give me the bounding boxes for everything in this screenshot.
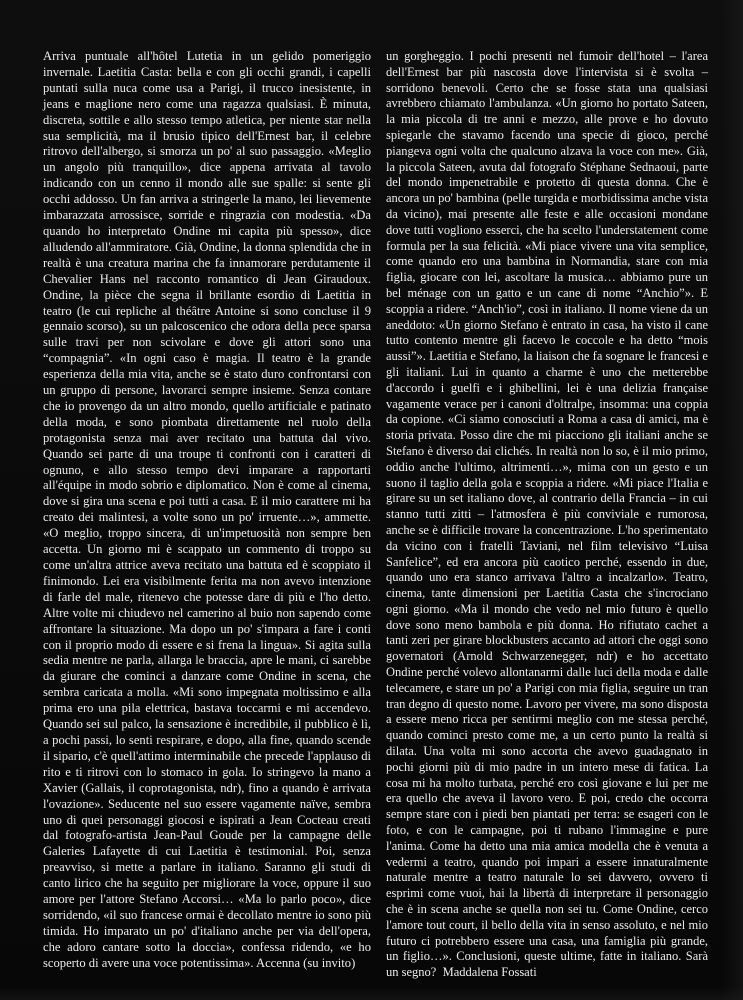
- article-column-left: [43, 49, 371, 972]
- article-text-right: [386, 49, 708, 981]
- page-bottom-shadow: [0, 986, 743, 1000]
- author-byline: Maddalena Fossati: [442, 965, 537, 980]
- page-edge-shadow: [721, 0, 743, 1000]
- article-text-left: Arriva puntuale all'hôtel Lutetia in un gelido pomeriggio invernale. Laetitia Casta: bella e con gli occhi grandi, i capelli puntati sulla nuca come usa a Parigi, il trucco inesistente, in jeans e maglione nero come una ragazza qualsiasi. È minuta, discreta, sottile e allo stesso tempo atletica, per niente star nella sua semplicità, ma il brusio tipico dell'Ernest bar, il celebre ritrovo dell'albergo, si smorza un po' al suo passaggio. «Meglio un angolo più tranquillo», dice appena arrivata al tavolo indicando con un cenno il mondo alle sue spalle: si sente gli occhi addosso. Un fan arriva a stringerle la mano, lei lievemente imbarazzata arrossisce, sorride e ringrazia con modestia. «Da quando ho interpretato Ondine mi capita più spesso», dice alludendo all'ammiratore. Già, Ondine, la donna splendida che in realtà è una creatura marina che fa innamorare perdutamente il Chevalier Hans nel racconto romantico di Jean Giraudoux. Ondine, la pièce che segna il brillante esordio di Laetitia in teatro (le cui repliche al théâtre Antoine si sono concluse il 9 gennaio scorso), su un palcoscenico che odora della pece sparsa sulle travi per non scivolare e dove gli attori sono una “compagnia”. «In ogni caso è magia. Il teatro è la grande esperienza della mia vita, anche se è stato duro confrontarsi con un gruppo di persone, lavorarci sempre insieme. Senza contare che io provengo da un altro mondo, quello artificiale e patinato della moda, e sono piombata direttamente nel ruolo della protagonista senza mai aver recitato una battuta dal vivo. Quando sei parte di una troupe ti confronti con i caratteri di ognuno, e allo stesso tempo devi imparare a rapportarti all'équipe in modo sobrio e diplomatico. Non è come al cinema, dove si gira una scena e poi tutti a casa. E il mio carattere mi ha creato dei malintesi, a volte sono un po' irruente…», ammette. «O meglio, troppo sincera, di un'impetuosità non sempre ben accetta. Un giorno mi è scappato un commento di troppo su come un'altra attrice aveva recitato una battuta ed è scoppiato il finimondo. Lei era visibilmente ferita ma non avevo intenzione di farle del male, ritenevo che potesse dare di più e l'ho detto. Altre volte mi chiudevo nel camerino al buio non sapendo come affrontare la situazione. Ma dopo un po' s'impara a fare i conti con il proprio modo di essere e si frena la lingua». Si agita sulla sedia mentre ne parla, allarga le braccia, apre le mani, ci sarebbe da giurare che cominci a danzare come Ondine in scena, che sembra caricata a molla. «Mi sono impegnata moltissimo e alla prima ero una pila elettrica, bastava toccarmi e mi accendevo. Quando sei sul palco, la sensazione è incredibile, il pubblico è lì, a pochi passi, lo senti respirare, e dopo, alla fine, quando scende il sipario, c'è quell'attimo interminabile che precede l'applauso di rito e ti ritrovi con lo stomaco in gola. Io stringevo la mano a Xavier (Gallais, il coprotagonista, ndr), fino a quando è arrivata l'ovazione». Seducente nel suo essere vagamente naïve, sembra uno di quei personaggi giocosi e ispirati a Jean Cocteau creati dal fotografo-artista Jean-Paul Goude per la campagne delle Galeries Lafayette di cui Laetitia è testimonial. Poi, senza preavviso, si mette a parlare in italiano. Saranno gli studi di canto lirico che ha seguito per migliorare la voce, oppure il suo amore per l'attore Stefano Accorsi… «Ma lo parlo poco», dice sorridendo, «il suo francese ormai è decollato mentre io sono più timida. Ho imparato un po' d'italiano anche per via dell'opera, che adoro cantare sotto la doccia», confessa ridendo, «e ho scoperto di avere una voce potentissima». Accenna (su invito): [43, 49, 371, 970]
- article-text-right-body: un gorgheggio. I pochi presenti nel fumoir dell'hotel – l'area dell'Ernest bar più nascosta dove l'intervista si è svolta – sorridono benevoli. Certo che se fosse stata una qualsiasi avrebbero chiamato l'ambulanza. «Un giorno ho portato Sateen, la mia piccola di tre anni e mezzo, alle prove e ho dovuto spiegarle che stavamo facendo una specie di gioco, perché piangeva ogni volta che qualcuno alzava la voce con me». Già, la piccola Sateen, avuta dal fotografo Stéphane Sednaoui, parte del mondo impenetrabile e protetto di questa donna. Che è ancora un po' bambina (pelle turgida e morbidissima anche vista da vicino), mai presente alle feste e alle occasioni mondane dove tutti vogliono esserci, che ha scelto l'understatement come formula per la sua felicità. «Mi piace vivere una vita semplice, come quando ero una bambina in Normandia, stare con mia figlia, giocare con lei, ascoltare la musica… abbiamo pure un bel ménage con un gatto e un cane di nome “Anchio”». E scoppia a ridere. “Anch'io”, così in italiano. Il nome viene da un aneddoto: «Un giorno Stefano è entrato in casa, ha visto il cane tutto contento mentre gli facevo le coccole e ha detto “mois aussi”». Laetitia e Stefano, la liaison che fa sognare le francesi e gli italiani. Lui in quanto a charme è uno che metterebbe d'accordo i guelfi e i ghibellini, lei è una delizia française vagamente verace per i canoni d'oltralpe, insomma: una coppia da copione. «Ci siamo conosciuti a Roma a casa di amici, ma è storia privata. Posso dire che mi piacciono gli italiani anche se Stefano è diverso dai clichés. In realtà non lo so, è il mio primo, oddio anche l'ultimo, altrimenti…», mima con un gesto e un suono il taglio della gola e scoppia a ridere. «Mi piace l'Italia e girare su un set italiano dove, al contrario della Francia – in cui stanno tutti zitti – l'atmosfera è più conviviale e rumorosa, anche se è difficile trovare la concentrazione. L'ho sperimentato da vicino con i fratelli Taviani, nel film televisivo “Luisa Sanfelice”, ed era ancora più caotico perché, essendo in due, quando uno era stanco arrivava l'altro a incalzarlo». Teatro, cinema, tante dimensioni per Laetitia Casta che s'incrociano ogni giorno. «Ma il mondo che vedo nel mio futuro è quello dove sono meno bambola e più donna. Ho rifiutato cachet a tanti zeri per girare blockbusters accanto ad attori che oggi sono governatori (Arnold Schwarzenegger, ndr) e ho accettato Ondine perché volevo allontanarmi dalle luci della moda e dalle telecamere, e stare un po' a Parigi con mia figlia, seguire un tran tran degno di questo nome. Lavoro per vivere, ma sono disposta a essere meno ricca per sentirmi meglio con me stessa perché, quando cominci presto come me, a un certo punto la realtà si dilata. Una volta mi sono accorta che avevo guadagnato in pochi giorni più di mio padre in un intero mese di fatica. La cosa mi ha molto turbata, perché ero così giovane e lui per me era quello che aveva il lavoro vero. E poi, credo che occorra sempre stare con i piedi ben piantati per terra: se esageri con le foto, e con le campagne, poi ti rubano l'immagine e pure l'anima. Come ha detto una mia amica modella che è venuta a vedermi a teatro, quando poi impari a essere innaturalmente naturale mentre a teatro naturale lo sei davvero, ovvero ti esprimi come vuoi, hai la libertà di interpretare il personaggio che è in scena anche se quella non sei tu. Come Ondine, cerco l'amore tout court, il bello della vita in senso assoluto, e nel mio futuro ci potrebbero essere una casa, una famiglia più grande, un figlio…». Conclusioni, queste ultime, fatte in italiano. Sarà un segno?: [386, 49, 708, 980]
- article-column-right: [386, 49, 708, 981]
